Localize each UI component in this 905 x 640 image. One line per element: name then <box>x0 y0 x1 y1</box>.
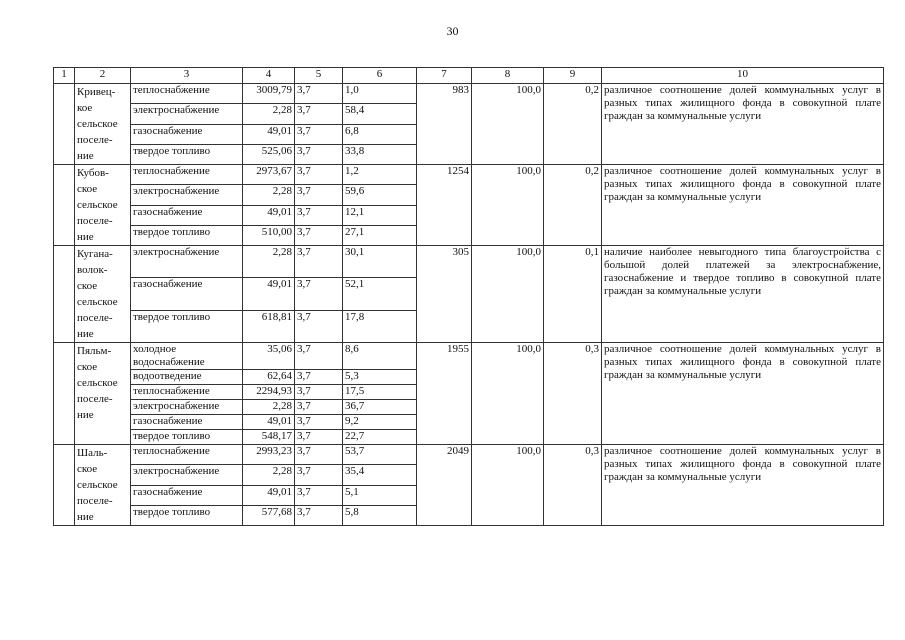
settlement-cell: Шаль- ское сельское поселе- ние <box>75 445 131 526</box>
ratio-cell: 0,3 <box>544 445 602 526</box>
ratio-cell: 0,2 <box>544 84 602 165</box>
index-cell: 3,7 <box>295 205 343 225</box>
row-number-cell <box>54 84 75 165</box>
share-cell: 1,2 <box>343 165 417 185</box>
header-cell: 9 <box>544 68 602 84</box>
row-number-cell <box>54 445 75 526</box>
tariff-cell: 49,01 <box>243 124 295 144</box>
share-cell: 9,2 <box>343 415 417 430</box>
share-cell: 12,1 <box>343 205 417 225</box>
service-cell: электроснабжение <box>131 104 243 124</box>
index-cell: 3,7 <box>295 505 343 525</box>
ratio-cell: 0,3 <box>544 343 602 445</box>
tariff-cell: 2,28 <box>243 104 295 124</box>
share-cell: 6,8 <box>343 124 417 144</box>
index-cell: 3,7 <box>295 278 343 310</box>
service-cell: твердое топливо <box>131 144 243 164</box>
header-cell: 3 <box>131 68 243 84</box>
note-cell: различное соотношение долей коммунальных услуг в разных типах жилищного фонда в совокупной плате граждан за коммунальные услуги <box>602 84 884 165</box>
tariff-cell: 2,28 <box>243 185 295 205</box>
tariff-cell: 577,68 <box>243 505 295 525</box>
share-cell: 1,0 <box>343 84 417 104</box>
service-cell: теплоснабжение <box>131 445 243 465</box>
service-cell: газоснабжение <box>131 278 243 310</box>
share-cell: 17,8 <box>343 310 417 342</box>
service-cell: электроснабжение <box>131 246 243 278</box>
index-cell: 3,7 <box>295 343 343 370</box>
header-cell: 4 <box>243 68 295 84</box>
share-cell: 52,1 <box>343 278 417 310</box>
page-number: 30 <box>446 24 459 38</box>
table-row <box>54 343 884 370</box>
row-number-cell <box>54 343 75 445</box>
percent-cell: 100,0 <box>472 165 544 246</box>
share-cell: 17,5 <box>343 385 417 400</box>
population-cell: 983 <box>417 84 472 165</box>
share-cell: 53,7 <box>343 445 417 465</box>
tariff-cell: 2993,23 <box>243 445 295 465</box>
index-cell: 3,7 <box>295 124 343 144</box>
tariff-cell: 618,81 <box>243 310 295 342</box>
tariff-cell: 49,01 <box>243 415 295 430</box>
note-cell: различное соотношение долей коммунальных услуг в разных типах жилищного фонда в совокупной плате граждан за коммунальные услуги <box>602 343 884 445</box>
settlement-cell: Кугана- волок- ское сельское поселе- ние <box>75 246 131 343</box>
population-cell: 1254 <box>417 165 472 246</box>
service-cell: твердое топливо <box>131 505 243 525</box>
share-cell: 36,7 <box>343 400 417 415</box>
note-cell: различное соотношение долей коммунальных услуг в разных типах жилищного фонда в совокупной плате граждан за коммунальные услуги <box>602 165 884 246</box>
service-cell: газоснабжение <box>131 415 243 430</box>
tariff-cell: 548,17 <box>243 430 295 445</box>
index-cell: 3,7 <box>295 225 343 245</box>
tariff-cell: 2294,93 <box>243 385 295 400</box>
tariff-cell: 49,01 <box>243 205 295 225</box>
index-cell: 3,7 <box>295 246 343 278</box>
service-cell: водоотведение <box>131 370 243 385</box>
tariff-cell: 2973,67 <box>243 165 295 185</box>
index-cell: 3,7 <box>295 400 343 415</box>
index-cell: 3,7 <box>295 465 343 485</box>
header-cell: 2 <box>75 68 131 84</box>
header-cell: 8 <box>472 68 544 84</box>
settlement-cell: Кривец- кое сельское поселе- ние <box>75 84 131 165</box>
tariff-cell: 2,28 <box>243 465 295 485</box>
share-cell: 27,1 <box>343 225 417 245</box>
header-cell: 6 <box>343 68 417 84</box>
share-cell: 5,1 <box>343 485 417 505</box>
index-cell: 3,7 <box>295 310 343 342</box>
index-cell: 3,7 <box>295 485 343 505</box>
tariff-cell: 525,06 <box>243 144 295 164</box>
settlement-cell: Пяльм- ское сельское поселе- ние <box>75 343 131 445</box>
service-cell: твердое топливо <box>131 430 243 445</box>
service-cell: электроснабжение <box>131 465 243 485</box>
table-row <box>54 84 884 104</box>
population-cell: 1955 <box>417 343 472 445</box>
tariff-cell: 510,00 <box>243 225 295 245</box>
tariff-cell: 62,64 <box>243 370 295 385</box>
note-cell: наличие наиболее невыгодного типа благоустройства с большой долей платежей за электроснабжение, газоснабжение и твердое топливо в совокупной плате граждан за коммунальные услуги <box>602 246 884 343</box>
service-cell: холодное водоснабжение <box>131 343 243 370</box>
index-cell: 3,7 <box>295 370 343 385</box>
percent-cell: 100,0 <box>472 343 544 445</box>
header-cell: 7 <box>417 68 472 84</box>
header-cell: 10 <box>602 68 884 84</box>
share-cell: 35,4 <box>343 465 417 485</box>
tariff-cell: 2,28 <box>243 246 295 278</box>
share-cell: 30,1 <box>343 246 417 278</box>
share-cell: 33,8 <box>343 144 417 164</box>
index-cell: 3,7 <box>295 185 343 205</box>
index-cell: 3,7 <box>295 104 343 124</box>
share-cell: 8,6 <box>343 343 417 370</box>
table-row <box>54 165 884 185</box>
service-cell: электроснабжение <box>131 400 243 415</box>
service-cell: теплоснабжение <box>131 165 243 185</box>
row-number-cell <box>54 165 75 246</box>
service-cell: теплоснабжение <box>131 385 243 400</box>
row-number-cell <box>54 246 75 343</box>
tariff-cell: 2,28 <box>243 400 295 415</box>
service-cell: твердое топливо <box>131 310 243 342</box>
ratio-cell: 0,1 <box>544 246 602 343</box>
header-row <box>54 68 884 84</box>
index-cell: 3,7 <box>295 144 343 164</box>
table-row <box>54 445 884 465</box>
share-cell: 5,3 <box>343 370 417 385</box>
settlement-cell: Кубов- ское сельское поселе- ние <box>75 165 131 246</box>
tariff-cell: 35,06 <box>243 343 295 370</box>
share-cell: 22,7 <box>343 430 417 445</box>
index-cell: 3,7 <box>295 165 343 185</box>
index-cell: 3,7 <box>295 385 343 400</box>
percent-cell: 100,0 <box>472 246 544 343</box>
percent-cell: 100,0 <box>472 84 544 165</box>
service-cell: теплоснабжение <box>131 84 243 104</box>
population-cell: 305 <box>417 246 472 343</box>
tariff-cell: 3009,79 <box>243 84 295 104</box>
header-cell: 5 <box>295 68 343 84</box>
index-cell: 3,7 <box>295 430 343 445</box>
header-cell: 1 <box>54 68 75 84</box>
table-body <box>54 68 884 526</box>
note-cell: различное соотношение долей коммунальных услуг в разных типах жилищного фонда в совокупной плате граждан за коммунальные услуги <box>602 445 884 526</box>
table-row <box>54 246 884 278</box>
share-cell: 59,6 <box>343 185 417 205</box>
service-cell: твердое топливо <box>131 225 243 245</box>
percent-cell: 100,0 <box>472 445 544 526</box>
service-cell: электроснабжение <box>131 185 243 205</box>
service-cell: газоснабжение <box>131 205 243 225</box>
tariff-cell: 49,01 <box>243 485 295 505</box>
service-cell: газоснабжение <box>131 485 243 505</box>
share-cell: 58,4 <box>343 104 417 124</box>
population-cell: 2049 <box>417 445 472 526</box>
index-cell: 3,7 <box>295 84 343 104</box>
index-cell: 3,7 <box>295 445 343 465</box>
ratio-cell: 0,2 <box>544 165 602 246</box>
tariff-table <box>53 67 884 526</box>
share-cell: 5,8 <box>343 505 417 525</box>
tariff-cell: 49,01 <box>243 278 295 310</box>
index-cell: 3,7 <box>295 415 343 430</box>
service-cell: газоснабжение <box>131 124 243 144</box>
